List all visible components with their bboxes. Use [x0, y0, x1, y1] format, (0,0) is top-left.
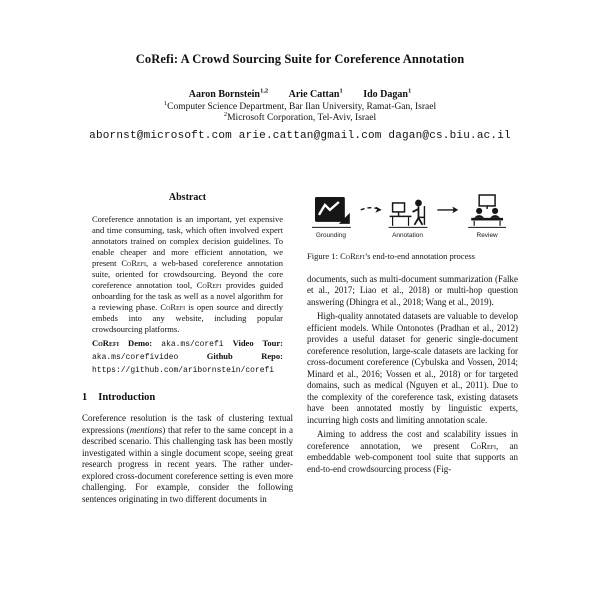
author-emails: abornst@microsoft.com arie.cattan@gmail.com dagan@cs.biu.ac.il: [89, 130, 511, 142]
author-name: Arie Cattan: [288, 89, 340, 100]
body-paragraph: documents, such as multi-document summarization (Falke et al., 2017; Liao et al., 2018) or multi-hop question answering (Dhingra et al., 2018; Wang et al., 2019).: [307, 273, 518, 307]
author: [363, 89, 411, 100]
body-paragraph: Aiming to address the cost and scalability issues in coreference annotation, we present CoRefi, an embeddable web-component tool suite that supports an end-to-end crowdsourcing process (Fig-: [307, 429, 519, 474]
affiliation-mark: 2: [223, 110, 228, 118]
abstract-heading: Abstract: [168, 192, 207, 203]
paper-header: [0, 0, 600, 142]
author-affiliation-mark: 1,2: [260, 87, 269, 95]
stage-label-grounding: Grounding: [315, 231, 346, 239]
right-column: [307, 192, 518, 505]
grounding-icon: [312, 197, 351, 239]
section-title: Introduction: [98, 391, 156, 403]
annotation-icon: [389, 200, 428, 239]
author: [289, 89, 343, 100]
resource-links: CoRefi Demo: aka.ms/corefi Video Tour: aka.ms/corefivideo Github Repo: https://github.com/aribornstein/corefi: [92, 338, 283, 375]
abstract-block: [82, 192, 293, 377]
arrow-icon: [361, 207, 382, 213]
figure-1-artwork: [307, 194, 518, 244]
paper-title: CoRefi: A Crowd Sourcing Suite for Coreference Annotation: [135, 52, 465, 66]
affiliation-line: [0, 99, 600, 112]
intro-paragraph: Coreference resolution is the task of clustering textual expressions (mentions) that refer to the same concept in a described scenario. This challenging task has been mostly investigated within a single document scope, seeing great research progress in recent years. The rather under-explored cross-document coreference setting is even more challenging. For example, consider the following sentences originating in two different documents in: [82, 413, 293, 504]
author: [189, 89, 268, 100]
stage-label-review: Review: [476, 231, 498, 239]
affiliation-text: Microsoft Corporation, Tel-Aviv, Israel: [227, 113, 377, 123]
two-column-body: [0, 192, 600, 505]
stage-label-annotation: Annotation: [392, 231, 423, 239]
arrow-icon: [437, 207, 458, 214]
author-name: Aaron Bornstein: [188, 89, 260, 100]
author-line: [0, 89, 600, 100]
author-name: Ido Dagan: [363, 89, 408, 100]
affiliation-line: [0, 110, 600, 123]
body-paragraph: High-quality annotated datasets are valuable to develop efficient models. While Ontonotes (Pradhan et al., 2012) provides a useful dataset for generic single-document coreference resolution, large-scale datasets are lacking for cross-document coreference (Cybulska and Vossen, 2014; Minard et al., 2016; Vossen et al., 2018) or for targeted domains, such as medical (Nguyen et al., 2011). Due to the complexity of the coreference task, existing datasets have been annotated mostly by linguistic experts, incurring high costs and limiting annotation scale.: [307, 311, 518, 425]
affiliation-text: Computer Science Department, Bar Ilan University, Ramat-Gan, Israel: [167, 101, 437, 112]
section-number: 1: [82, 391, 88, 403]
figure-1: [307, 194, 518, 262]
author-affiliation-mark: 1: [339, 87, 343, 95]
author-affiliation-mark: 1: [407, 87, 412, 95]
review-icon: [468, 195, 506, 239]
left-column: [82, 192, 293, 505]
affiliation-mark: 1: [163, 99, 168, 107]
abstract-text: Coreference annotation is an important, yet expensive and time consuming, task, which often involved expert annotators trained on complex decision guidelines. To enable cheaper and more efficient annotation, we present CoRefi, a web-based coreference annotation suite, oriented for crowdsourcing. Beyond the core coreference annotation tool, CoRefi provides guided onboarding for the task as well as a novel algorithm for a reviewing phase. CoRefi is open source and directly embeds into any website, including popular crowdsourcing platforms.: [92, 213, 283, 335]
section-heading-introduction: [82, 391, 293, 404]
figure-1-caption: Figure 1: CoRefi’s end-to-end annotation process: [307, 250, 475, 261]
